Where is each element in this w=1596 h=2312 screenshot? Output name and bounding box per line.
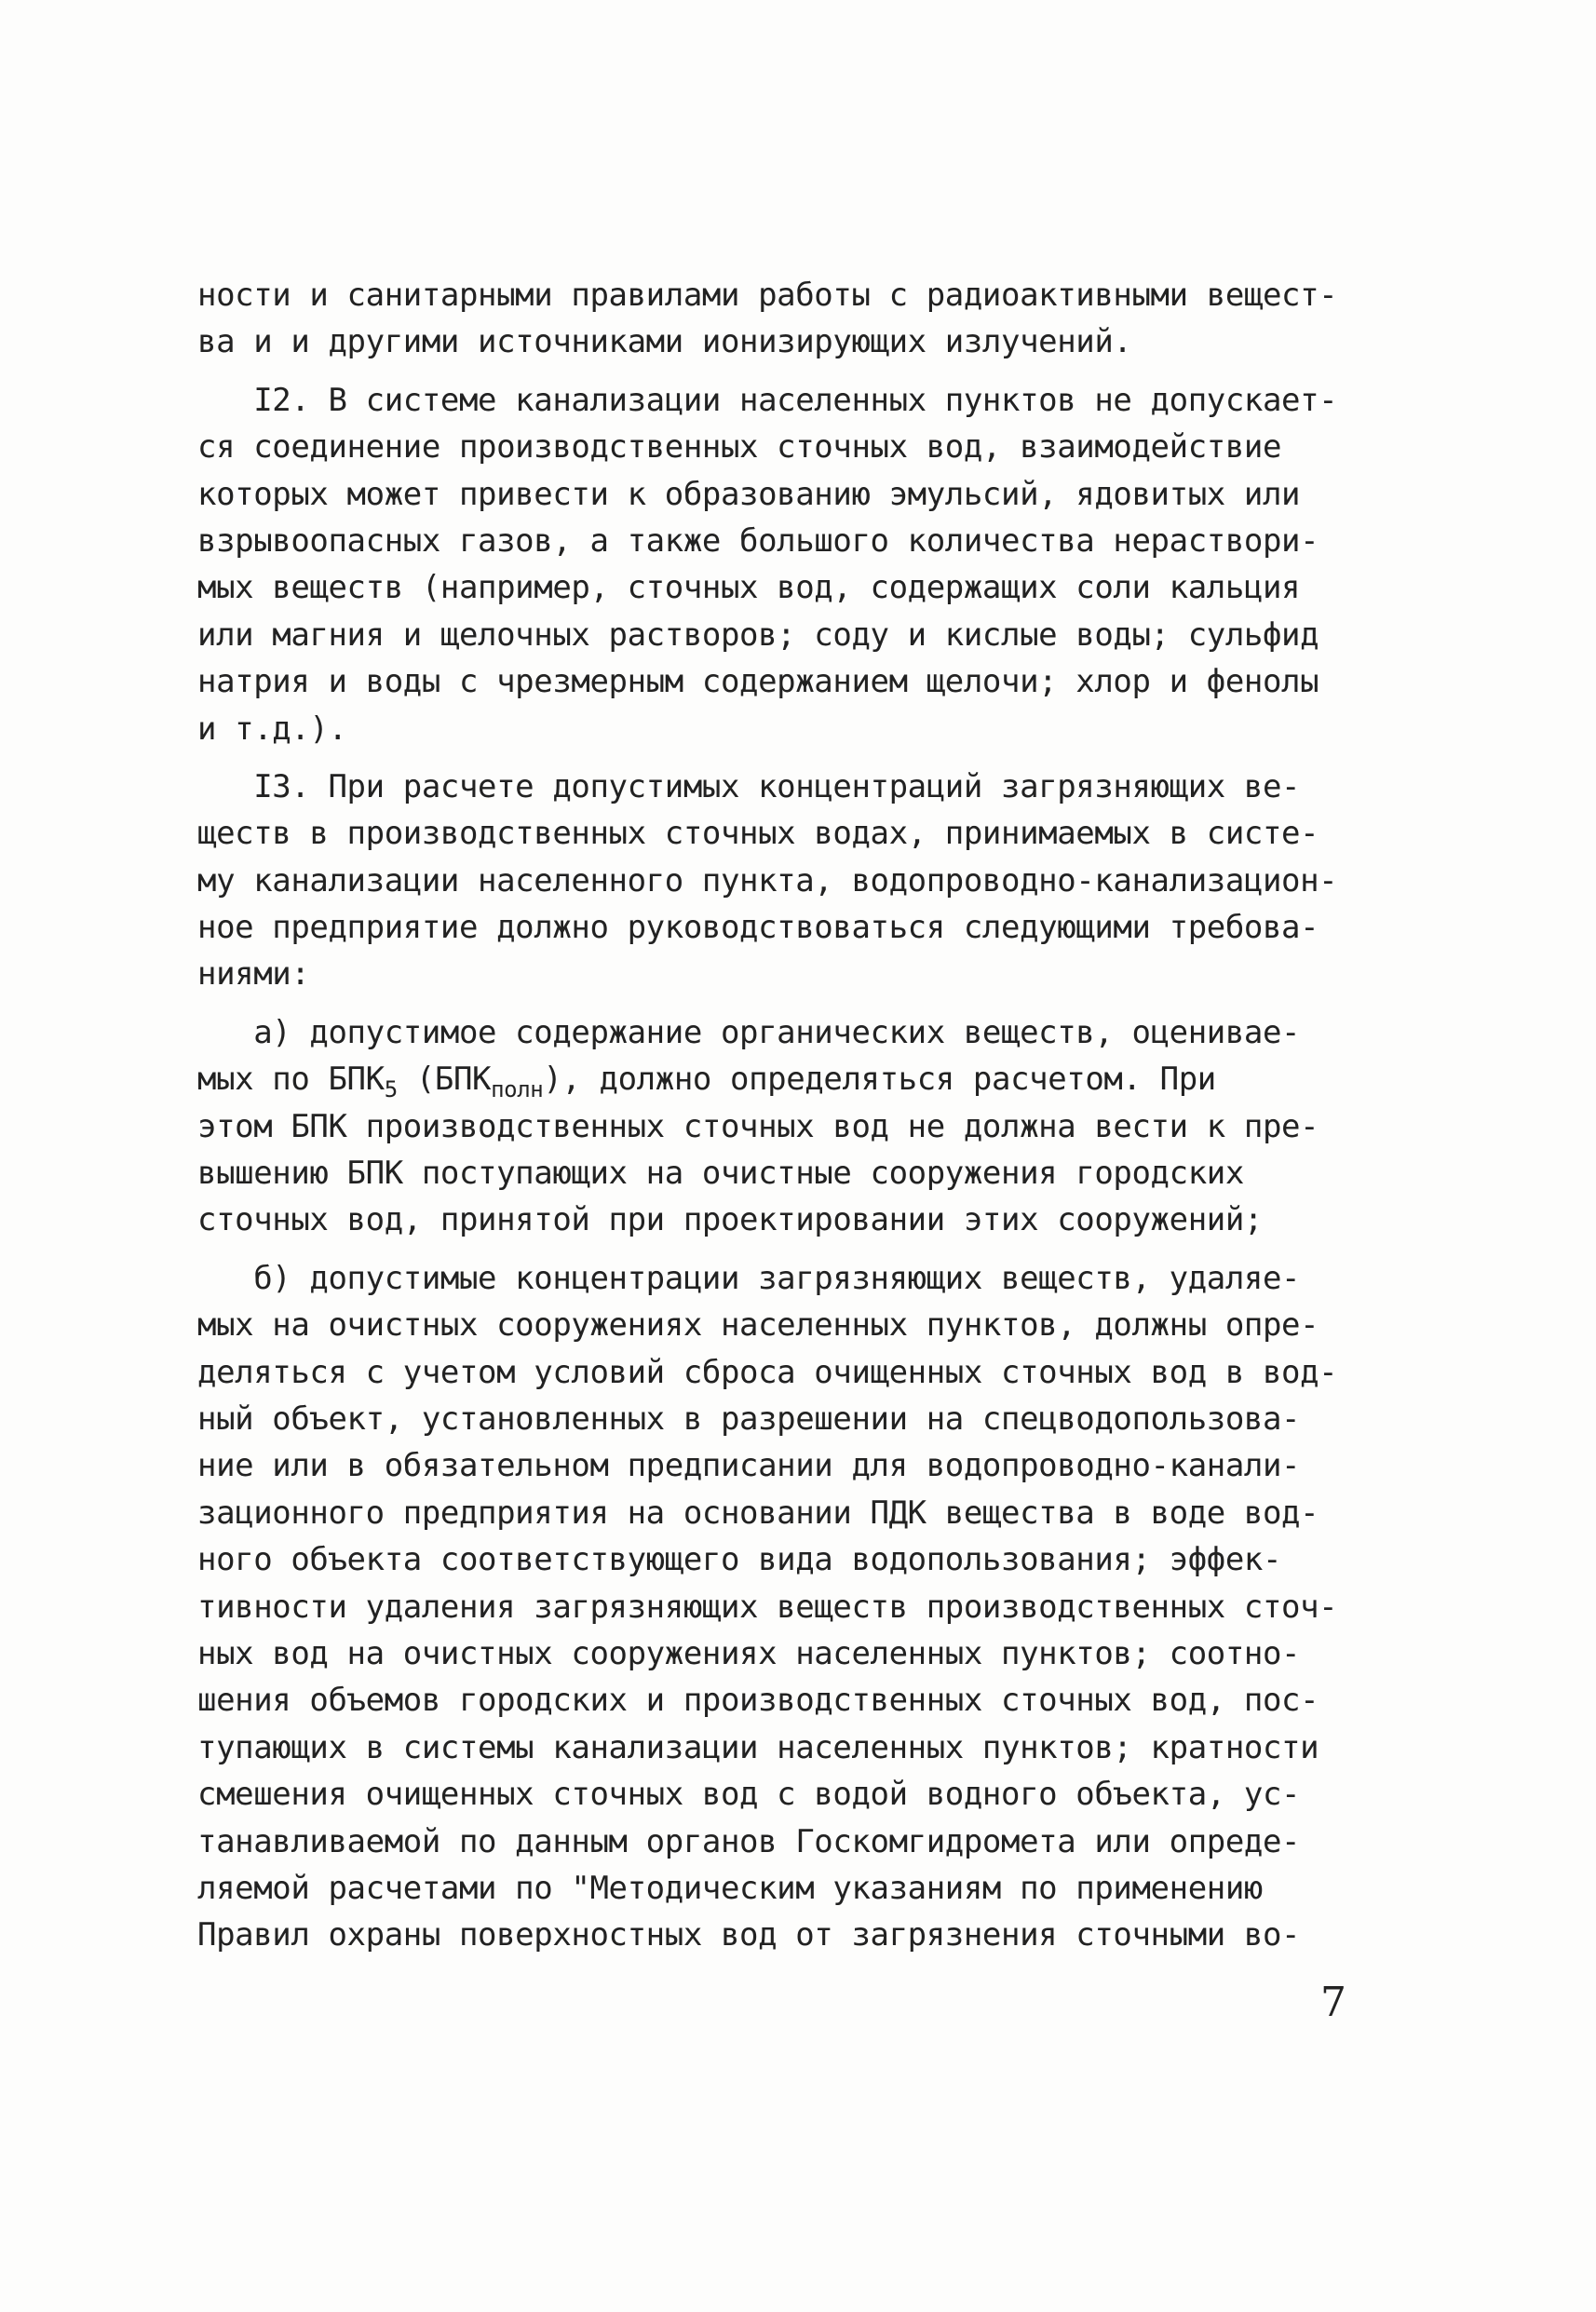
subscript: 5 (384, 1076, 398, 1103)
subparagraph-a (197, 1009, 1408, 1244)
text-fragment: мых по БПК (197, 1061, 385, 1099)
text-line: ное предприятие должно руководствоваться следующими требова- (197, 909, 1319, 947)
text-line: б) допустимые концентрации загрязняющих веществ, удаляе- (197, 1259, 1301, 1297)
text-line: ние или в обязательном предписании для водопроводно-канали- (197, 1447, 1301, 1485)
text-line: взрывоопасных газов, а также большого количества нераствори- (197, 521, 1319, 560)
text-line: натрия и воды с чрезмерным содержанием щелочи; хлор и фенолы (197, 663, 1319, 701)
text-line: или магния и щелочных растворов; соду и кислые воды; сульфид (197, 615, 1319, 654)
body-text (197, 272, 1408, 1959)
text-line: вышению БПК поступающих на очистные сооружения городских (197, 1155, 1244, 1193)
text-line: ниями: (197, 955, 310, 994)
text-line: мых на очистных сооружениях населенных пунктов, должны опре- (197, 1306, 1319, 1345)
text-line: тивности удаления загрязняющих веществ производственных сточ- (197, 1588, 1338, 1626)
paragraph-13 (197, 764, 1408, 998)
text-line: сточных вод, принятой при проектировании этих сооружений; (197, 1201, 1263, 1239)
text-line: которых может привести к образованию эмульсий, ядовитых или (197, 475, 1301, 513)
text-line: зационного предприятия на основании ПДК вещества в воде вод- (197, 1494, 1319, 1532)
text-fragment: (БПК (397, 1061, 492, 1099)
text-line: а) допустимое содержание органических веществ, оценивае- (197, 1013, 1301, 1051)
text-line: шения объемов городских и производственных сточных вод, пос- (197, 1682, 1319, 1720)
text-line: ся соединение производственных сточных вод, взаимодействие (197, 428, 1282, 466)
subscript: полн (491, 1076, 544, 1103)
text-line: му канализации населенного пункта, водопроводно-канализацион- (197, 861, 1338, 899)
text-line: и т.д.). (197, 710, 347, 748)
text-line: мых веществ (например, сточных вод, содержащих соли кальция (197, 569, 1301, 607)
paragraph-12 (197, 377, 1408, 752)
text-line: деляться с учетом условий сброса очищенных сточных вод в вод- (197, 1353, 1338, 1391)
text-line: I3. При расчете допустимых концентраций загрязняющих ве- (197, 767, 1301, 805)
text-line: тупающих в системы канализации населенных пунктов; кратности (197, 1728, 1319, 1766)
text-line: ляемой расчетами по "Методическим указаниям по применению (197, 1869, 1263, 1907)
text-line: ных вод на очистных сооружениях населенных пунктов; соотно- (197, 1634, 1301, 1672)
text-line: ществ в производственных сточных водах, принимаемых в систе- (197, 815, 1319, 853)
subparagraph-b (197, 1255, 1408, 1959)
page-number: 7 (1320, 1979, 1346, 2026)
text-line: ва и и другими источниками ионизирующих излучений. (197, 323, 1132, 361)
text-line: I2. В системе канализации населенных пунктов не допускает- (197, 381, 1338, 419)
text-line: ности и санитарными правилами работы с радиоактивными вещест- (197, 277, 1338, 314)
text-line: Правил охраны поверхностных вод от загрязнения сточными во- (197, 1916, 1301, 1954)
text-line: ный объект, установленных в разрешении на спецводопользова- (197, 1399, 1301, 1438)
text-line-with-subscripts (197, 1056, 1408, 1102)
text-fragment: ), должно определяться расчетом. При (543, 1061, 1216, 1099)
text-line: танавливаемой по данным органов Госкомгидромета или опреде- (197, 1822, 1301, 1860)
text-line: этом БПК производственных сточных вод не должна вести к пре- (197, 1107, 1319, 1145)
text-line: смешения очищенных сточных вод с водой водного объекта, ус- (197, 1776, 1301, 1814)
text-line: ного объекта соответствующего вида водопользования; эффек- (197, 1541, 1282, 1579)
